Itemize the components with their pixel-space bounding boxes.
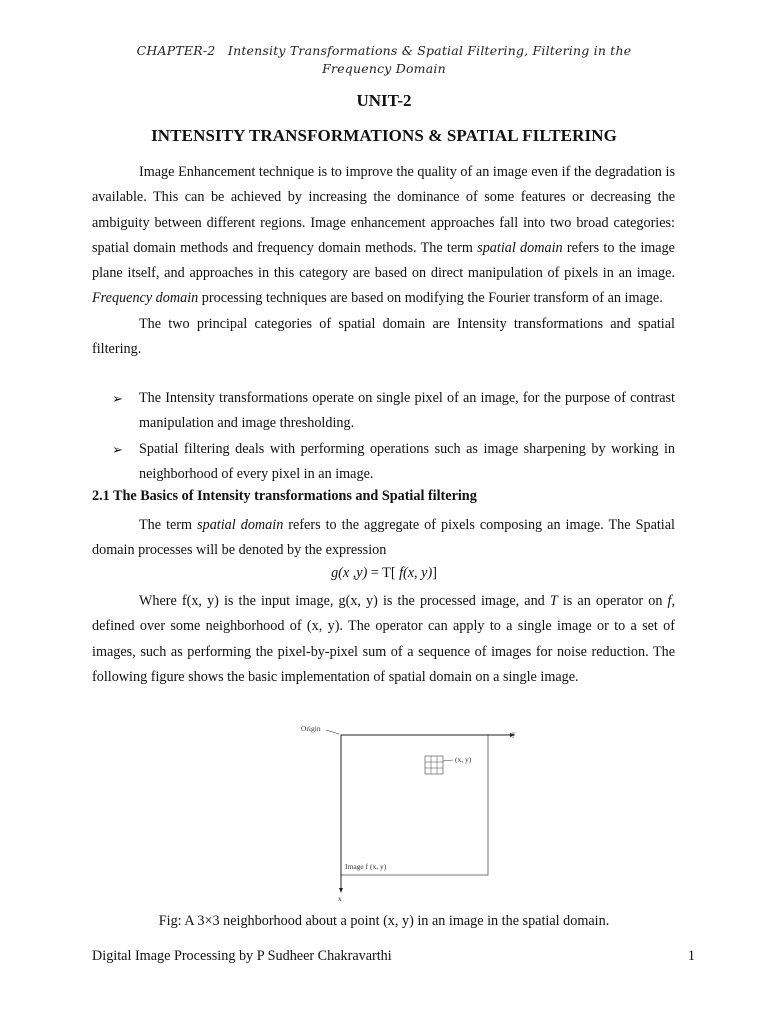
paragraph-operator [92, 589, 675, 690]
bullet-text: Spatial filtering deals with performing operations such as image sharpening by working in neighborhood of every pixel in an image. [139, 440, 675, 482]
emphasis-spatial-domain: spatial domain [477, 239, 563, 256]
intro-section [92, 160, 675, 362]
y-axis-label: y [512, 729, 516, 738]
text: , defined over some neighborhood of (x, y). The operator can apply to a single image or to a set of images, such as performing the pixel-by-pixel sum of a sequence of images for noise reduction. The following figure shows the basic implementation of spatial domain on a single image. [92, 593, 676, 685]
text: The term [139, 517, 198, 533]
bullet-item-spatial [92, 437, 675, 488]
x-axis-label: x [338, 894, 342, 903]
spatial-domain-figure [298, 720, 538, 905]
image-label: Image f (x, y) [345, 862, 387, 871]
text: Where f(x, y) is the input image, g(x, y) is the processed image, and [139, 593, 550, 609]
bullet-text: The Intensity transformations operate on single pixel of an image, for the purpose of contrast manipulation and image thresholding. [139, 390, 675, 432]
equation-argument: f(x, y) [399, 565, 433, 581]
text: is an operator on [557, 593, 668, 609]
arrow-bullet-icon: ➢ [112, 391, 123, 406]
text: refers to the image plane itself, and approaches in this category are based on direct manipulation of pixels in an image. [92, 239, 675, 282]
paragraph-spatial-domain [92, 513, 675, 564]
equation-lhs: g(x ,y) [331, 565, 368, 581]
equation-operator: = T[ [367, 565, 400, 581]
chapter-title: INTENSITY TRANSFORMATIONS & SPATIAL FILTERING [151, 126, 617, 145]
paragraph-intro [92, 160, 675, 312]
emphasis-spatial-domain: spatial domain [197, 517, 284, 533]
unit-title: UNIT-2 [356, 91, 412, 110]
origin-label: Origin [301, 724, 321, 733]
running-header-line-2: Frequency Domain [322, 61, 446, 76]
text: processing techniques are based on modifying the Fourier transform of an image. [198, 290, 663, 307]
equation-close: ] [432, 565, 437, 581]
text: Image Enhancement technique is to improve the quality of an image even if the degradation is available. This can be achieved by increasing the dominance of some features or decreasing the ambiguity between different regions. Image enhancement approaches fall into two broad categories: spatial domain methods and frequency domain methods. The term [92, 164, 675, 256]
bullet-item-intensity [92, 386, 675, 437]
paragraph-text [92, 589, 675, 690]
point-pointer [443, 760, 453, 761]
paragraph-text [92, 513, 675, 564]
point-label: (x, y) [455, 755, 472, 764]
running-header-line-1: CHAPTER-2 Intensity Transformations & Spatial Filtering, Filtering in the [136, 43, 632, 58]
emphasis-f: f [667, 593, 672, 609]
bullet-list [92, 386, 675, 487]
x-axis-arrow-icon [339, 888, 343, 893]
figure-caption: Fig: A 3×3 neighborhood about a point (x, y) in an image in the spatial domain. [158, 913, 610, 929]
arrow-bullet-icon: ➢ [112, 441, 123, 457]
page-number: 1 [687, 948, 695, 964]
emphasis-t: T [549, 593, 558, 609]
neighborhood-grid [425, 756, 443, 774]
paragraph-categories: The two principal categories of spatial domain are Intensity transformations and spatial filtering. [92, 315, 675, 358]
running-header [0, 42, 768, 78]
origin-pointer [326, 730, 339, 734]
emphasis-frequency-domain: Frequency domain [92, 290, 199, 307]
text: refers to the aggregate of pixels composing an image. The Spatial domain processes will be denoted by the expression [92, 517, 675, 559]
equation [0, 565, 768, 582]
footer-text: Digital Image Processing by P Sudheer Chakravarthi [92, 948, 392, 964]
section-heading: 2.1 The Basics of Intensity transformations and Spatial filtering [92, 488, 477, 504]
